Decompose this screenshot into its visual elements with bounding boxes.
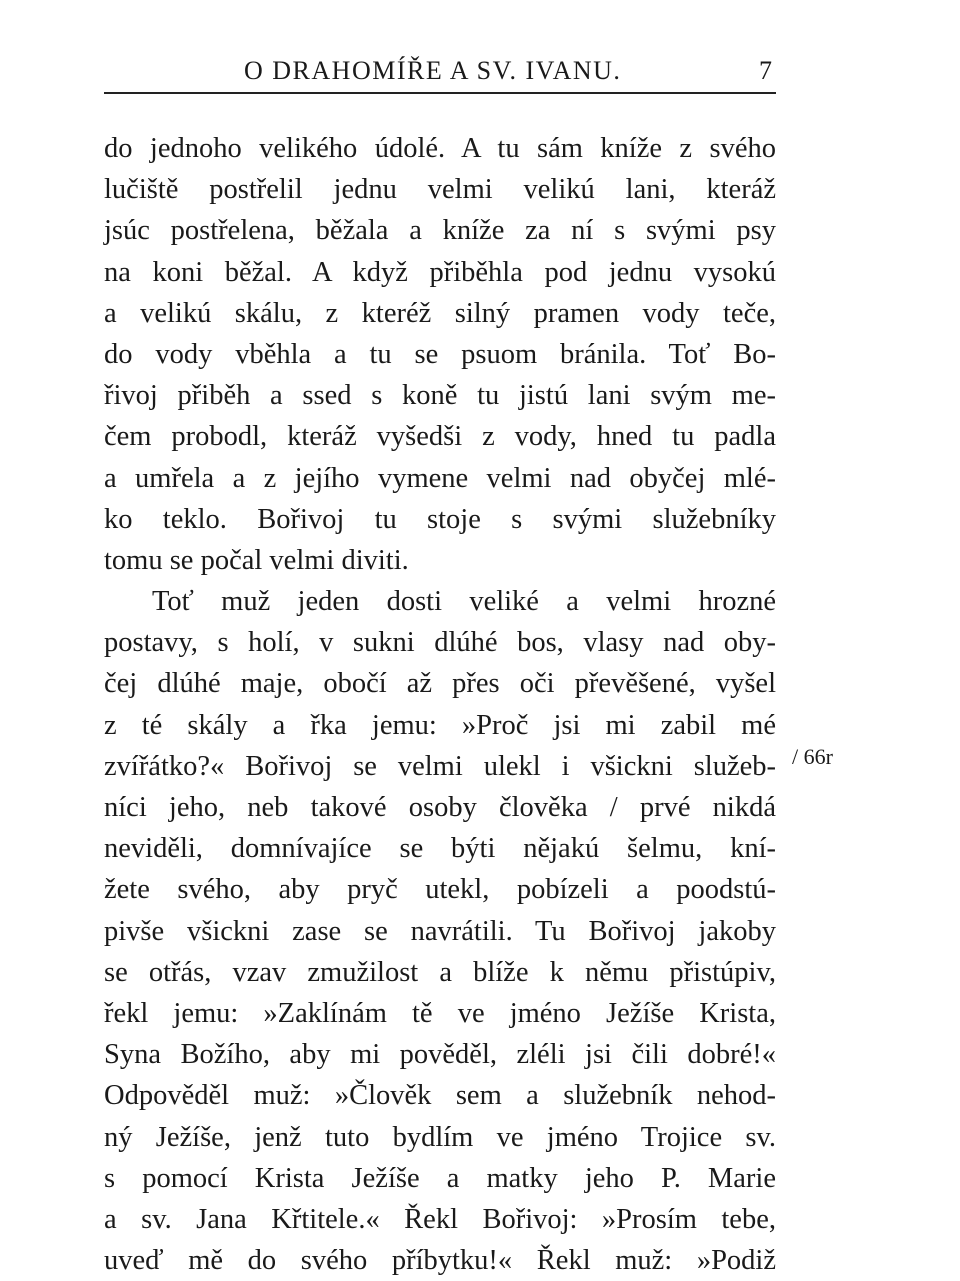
text-line: na koni běžal. A když přiběhla pod jednu vysokú (104, 256, 776, 288)
text-line: Syna Božího, aby mi pověděl, zléli jsi čili dobré!« (104, 1039, 776, 1071)
text-line: se otřás, vzav zmužilost a blíže k němu přistúpiv, (104, 956, 776, 988)
text-line: a umřela a z jejího vymene velmi nad obyčej mlé- (104, 462, 776, 494)
text-line: z té skály a řka jemu: »Proč jsi mi zabil mé (104, 709, 776, 741)
text-line: řivoj přiběh a ssed s koně tu jistú lani svým me- (104, 380, 776, 412)
text-line: do jednoho velikého údolé. A tu sám kníže z svého (104, 133, 776, 164)
body-text (104, 128, 776, 1281)
text-line: a velikú skálu, z kteréž silný pramen vody teče, (104, 297, 776, 329)
text-line: neviděli, domnívajíce se býti nějakú šelmu, kní- (104, 833, 776, 865)
text-line: čem probodl, kteráž vyšedši z vody, hned tu padla (104, 421, 776, 453)
paragraph-first-line: Toť muž jeden dosti veliké a velmi hrozné (152, 586, 776, 618)
text-line: ný Ježíše, jenž tuto bydlím ve jméno Trojice sv. (104, 1121, 776, 1153)
text-line: postavy, s holí, v sukni dlúhé bos, vlasy nad oby- (104, 627, 776, 659)
text-line: níci jeho, neb takové osoby člověka / prvé nikdá (104, 792, 776, 823)
text-line: tomu se počal velmi diviti. (104, 544, 409, 576)
text-line: pivše všickni zase se navrátili. Tu Bořivoj jakoby (104, 915, 776, 947)
text-line: Odpověděl muž: »Člověk sem a služebník nehod- (104, 1080, 776, 1112)
folio-margin-note: / 66r (792, 744, 833, 769)
text-line: jsúc postřelena, běžala a kníže za ní s svými psy (104, 215, 776, 247)
running-head: O DRAHOMÍŘE A SV. IVANU. (244, 56, 622, 85)
text-line: lučiště postřelil jednu velmi velikú lani, kteráž (104, 174, 776, 206)
text-line: do vody vběhla a tu se psuom bránila. Toť Bo- (104, 338, 776, 370)
text-line: s pomocí Krista Ježíše a matky jeho P. Marie (104, 1162, 776, 1194)
text-line: zvířátko?« Bořivoj se velmi ulekl i všickni služeb- (104, 750, 776, 782)
page-number: 7 (759, 56, 772, 85)
text-line: a sv. Jana Křtitele.« Řekl Bořivoj: »Prosím tebe, (104, 1203, 776, 1235)
text-line: řekl jemu: »Zaklínám tě ve jméno Ježíše Krista, (104, 997, 776, 1029)
text-line: ko teklo. Bořivoj tu stoje s svými služebníky (104, 503, 776, 535)
page-header (104, 56, 776, 94)
text-line: uveď mě do svého příbytku!« Řekl muž: »Podiž (104, 1245, 776, 1277)
text-line: čej dlúhé maje, obočí až přes oči převěšené, vyšel (104, 668, 776, 700)
text-line: žete svého, aby pryč utekl, pobízeli a poodstú- (104, 874, 776, 906)
